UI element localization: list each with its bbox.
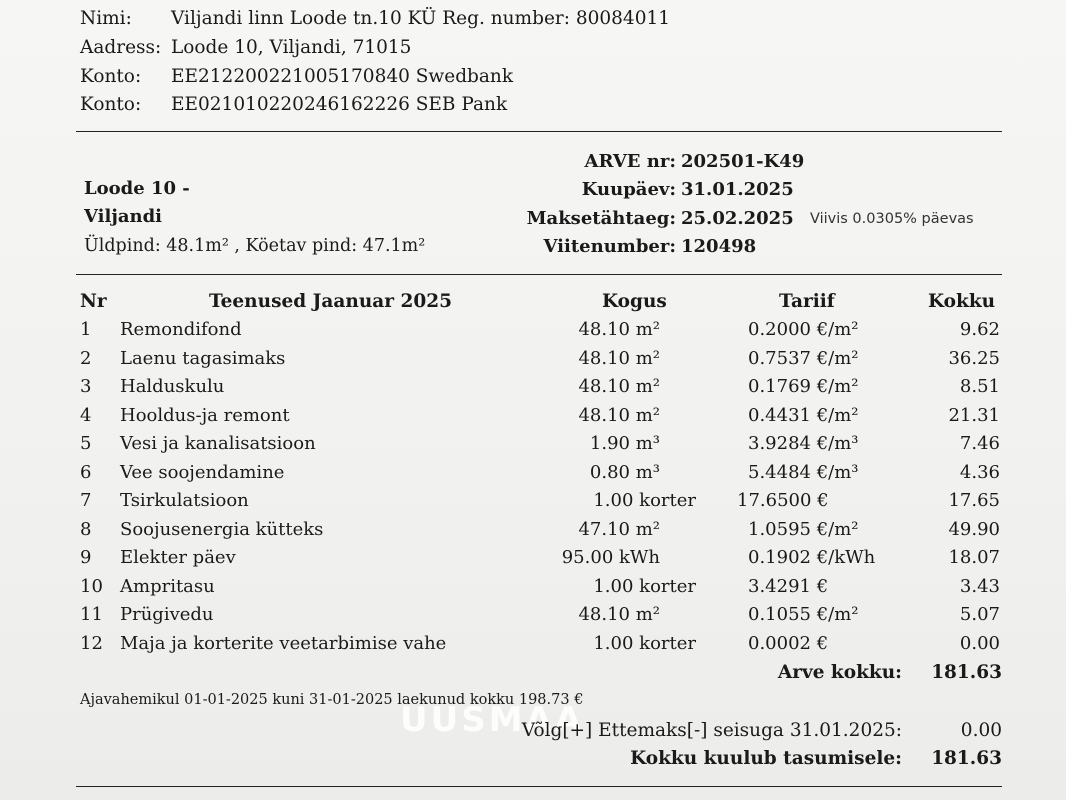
row-quantity: 48.10 m² bbox=[578, 347, 660, 369]
row-tariff: 17.6500 € bbox=[737, 490, 829, 511]
row-tariff: 0.0002 € bbox=[748, 632, 829, 654]
invoice-number-value: 202501-K49 bbox=[681, 151, 805, 172]
col-header-nr: Nr bbox=[80, 291, 107, 312]
row-quantity: 1.00 korter bbox=[593, 575, 696, 597]
row-quantity: 1.00 korter bbox=[593, 490, 696, 511]
balance-label: Võlg[+] Ettemaks[-] seisuga 31.01.2025: bbox=[521, 720, 902, 741]
row-total: 4.36 bbox=[959, 461, 1000, 483]
row-nr: 7 bbox=[80, 490, 92, 511]
table-row bbox=[0, 319, 1066, 347]
received-note: Ajavahemikul 01-01-2025 kuni 31-01-2025 laekunud kokku 198.73 € bbox=[80, 692, 584, 708]
account1-label: Konto: bbox=[80, 66, 142, 87]
row-service: Soojusenergia kütteks bbox=[120, 518, 324, 540]
row-quantity: 0.80 m³ bbox=[589, 461, 660, 483]
table-row bbox=[0, 547, 1066, 575]
account2-value: EE021010220246162226 SEB Pank bbox=[171, 94, 508, 115]
row-total: 21.31 bbox=[948, 404, 1000, 426]
table-row bbox=[0, 604, 1066, 632]
row-nr: 3 bbox=[80, 376, 92, 397]
invoice-total-label: Arve kokku: bbox=[777, 662, 902, 683]
row-nr: 11 bbox=[80, 604, 103, 625]
col-header-quantity: Kogus bbox=[602, 291, 667, 312]
row-nr: 10 bbox=[80, 575, 103, 597]
row-total: 18.07 bbox=[948, 547, 1000, 568]
row-tariff: 0.1055 €/m² bbox=[748, 604, 859, 625]
account1-value: EE212200221005170840 Swedbank bbox=[171, 66, 514, 87]
row-service: Maja ja korterite veetarbimise vahe bbox=[120, 632, 447, 654]
row-nr: 5 bbox=[80, 433, 92, 454]
penalty-note: Viivis 0.0305% päevas bbox=[810, 211, 974, 227]
row-nr: 4 bbox=[80, 404, 92, 426]
table-row bbox=[0, 462, 1066, 490]
row-quantity: 1.00 korter bbox=[593, 632, 696, 654]
row-tariff: 3.9284 €/m³ bbox=[748, 433, 859, 454]
row-quantity: 48.10 m² bbox=[578, 319, 660, 340]
table-row bbox=[0, 405, 1066, 433]
row-quantity: 48.10 m² bbox=[578, 604, 660, 625]
reference-label: Viitenumber: bbox=[543, 236, 676, 257]
col-header-service: Teenused Jaanuar 2025 bbox=[209, 291, 452, 312]
table-row bbox=[0, 433, 1066, 461]
invoice-date-value: 31.01.2025 bbox=[681, 179, 794, 200]
table-row bbox=[0, 490, 1066, 518]
row-nr: 6 bbox=[80, 461, 92, 483]
due-date-label: Maksetähtaeg: bbox=[526, 208, 676, 229]
table-row bbox=[0, 519, 1066, 547]
row-service: Remondifond bbox=[120, 319, 242, 340]
row-service: Vesi ja kanalisatsioon bbox=[120, 433, 316, 454]
row-total: 49.90 bbox=[948, 518, 1000, 540]
row-nr: 8 bbox=[80, 518, 92, 540]
account2-label: Konto: bbox=[80, 94, 142, 115]
invoice-number-label: ARVE nr: bbox=[584, 151, 676, 172]
row-quantity: 1.90 m³ bbox=[589, 433, 660, 454]
col-header-tariff: Tariif bbox=[779, 291, 835, 312]
row-total: 9.62 bbox=[959, 319, 1000, 340]
row-tariff: 5.4484 €/m³ bbox=[748, 461, 859, 483]
row-tariff: 0.4431 €/m² bbox=[748, 404, 859, 426]
row-total: 3.43 bbox=[959, 575, 1000, 597]
row-nr: 2 bbox=[80, 347, 92, 369]
row-nr: 1 bbox=[80, 319, 92, 340]
row-service: Tsirkulatsioon bbox=[120, 490, 249, 511]
table-row bbox=[0, 633, 1066, 661]
row-quantity: 47.10 m² bbox=[578, 518, 660, 540]
due-date-value: 25.02.2025 bbox=[681, 208, 794, 229]
row-total: 17.65 bbox=[948, 490, 1000, 511]
row-tariff: 1.0595 €/m² bbox=[748, 518, 859, 540]
row-tariff: 0.1902 €/kWh bbox=[748, 547, 876, 568]
details-divider bbox=[76, 274, 1002, 275]
row-nr: 9 bbox=[80, 547, 92, 568]
recipient-line2: Viljandi bbox=[84, 206, 163, 227]
row-total: 36.25 bbox=[948, 347, 1000, 369]
row-service: Laenu tagasimaks bbox=[120, 347, 286, 369]
reference-value: 120498 bbox=[681, 236, 757, 257]
header-divider bbox=[76, 131, 1002, 132]
name-label: Nimi: bbox=[80, 8, 132, 29]
recipient-area: Üldpind: 48.1m² , Köetav pind: 47.1m² bbox=[84, 236, 426, 256]
address-value: Loode 10, Viljandi, 71015 bbox=[171, 37, 412, 58]
payable-value: 181.63 bbox=[931, 748, 1002, 769]
row-service: Hooldus-ja remont bbox=[120, 404, 290, 426]
payable-label: Kokku kuulub tasumisele: bbox=[630, 748, 902, 769]
row-service: Elekter päev bbox=[120, 547, 236, 568]
footer-divider bbox=[76, 786, 1002, 787]
row-total: 7.46 bbox=[959, 433, 1000, 454]
watermark-logo: UUSMAA bbox=[400, 700, 585, 740]
recipient-line1: Loode 10 - bbox=[84, 178, 190, 199]
address-label: Aadress: bbox=[80, 37, 162, 58]
row-total: 5.07 bbox=[959, 604, 1000, 625]
balance-value: 0.00 bbox=[960, 720, 1002, 741]
table-row bbox=[0, 576, 1066, 604]
row-tariff: 0.7537 €/m² bbox=[748, 347, 859, 369]
row-quantity: 48.10 m² bbox=[578, 376, 660, 397]
row-service: Ampritasu bbox=[120, 575, 215, 597]
row-total: 8.51 bbox=[959, 376, 1000, 397]
row-tariff: 3.4291 € bbox=[748, 575, 829, 597]
invoice-date-label: Kuupäev: bbox=[581, 179, 676, 200]
row-service: Halduskulu bbox=[120, 376, 225, 397]
row-total: 0.00 bbox=[959, 632, 1000, 654]
table-row bbox=[0, 348, 1066, 376]
row-service: Vee soojendamine bbox=[120, 461, 285, 483]
row-tariff: 0.2000 €/m² bbox=[748, 319, 859, 340]
row-nr: 12 bbox=[80, 632, 103, 654]
row-quantity: 95.00 kWh bbox=[561, 547, 660, 568]
row-tariff: 0.1769 €/m² bbox=[748, 376, 859, 397]
table-row bbox=[0, 376, 1066, 404]
col-header-total: Kokku bbox=[928, 291, 996, 312]
row-quantity: 48.10 m² bbox=[578, 404, 660, 426]
name-value: Viljandi linn Loode tn.10 KÜ Reg. number: 80084011 bbox=[171, 8, 671, 29]
invoice-total-value: 181.63 bbox=[931, 662, 1002, 683]
row-service: Prügivedu bbox=[120, 604, 214, 625]
